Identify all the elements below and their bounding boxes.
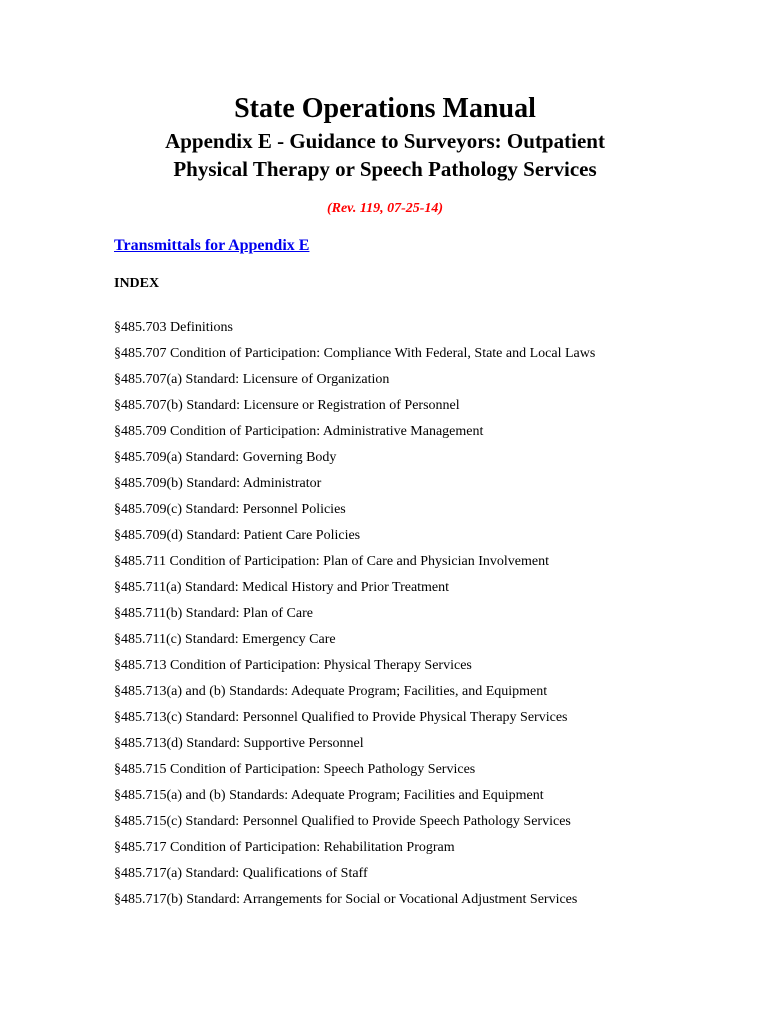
index-item[interactable]: §485.717(a) Standard: Qualifications of Staff (114, 866, 368, 881)
index-item[interactable]: §485.715 Condition of Participation: Speech Pathology Services (114, 762, 476, 777)
index-item[interactable]: §485.709(a) Standard: Governing Body (114, 450, 337, 465)
index-item[interactable]: §485.707(a) Standard: Licensure of Organization (114, 372, 390, 387)
index-list (114, 315, 595, 913)
document-subtitle (0, 127, 770, 183)
transmittals-link[interactable]: Transmittals for Appendix E (114, 237, 310, 254)
index-item[interactable]: §485.709(b) Standard: Administrator (114, 476, 322, 491)
index-item[interactable]: §485.709(d) Standard: Patient Care Policies (114, 528, 361, 543)
index-item[interactable]: §485.709 Condition of Participation: Administrative Management (114, 424, 484, 439)
revision-note: (Rev. 119, 07-25-14) (326, 201, 444, 216)
subtitle-line-1: Appendix E - Guidance to Surveyors: Outpatient (165, 129, 605, 153)
index-item[interactable]: §485.707(b) Standard: Licensure or Registration of Personnel (114, 398, 460, 413)
index-item[interactable]: §485.711(c) Standard: Emergency Care (114, 632, 336, 647)
index-heading: INDEX (114, 276, 160, 291)
index-item[interactable]: §485.715(a) and (b) Standards: Adequate Program; Facilities and Equipment (114, 788, 544, 803)
index-item[interactable]: §485.713(c) Standard: Personnel Qualified to Provide Physical Therapy Services (114, 710, 568, 725)
index-item[interactable]: §485.707 Condition of Participation: Compliance With Federal, State and Local Laws (114, 346, 596, 361)
index-item[interactable]: §485.709(c) Standard: Personnel Policies (114, 502, 346, 517)
index-item[interactable]: §485.713 Condition of Participation: Physical Therapy Services (114, 658, 472, 673)
index-item[interactable]: §485.713(d) Standard: Supportive Personnel (114, 736, 364, 751)
index-item[interactable]: §485.715(c) Standard: Personnel Qualified to Provide Speech Pathology Services (114, 814, 571, 829)
index-item[interactable]: §485.711 Condition of Participation: Plan of Care and Physician Involvement (114, 554, 549, 569)
index-item[interactable]: §485.711(a) Standard: Medical History and Prior Treatment (114, 580, 450, 595)
index-item[interactable]: §485.717 Condition of Participation: Rehabilitation Program (114, 840, 455, 855)
subtitle-line-2: Physical Therapy or Speech Pathology Services (173, 157, 597, 181)
index-item[interactable]: §485.717(b) Standard: Arrangements for Social or Vocational Adjustment Services (114, 892, 578, 907)
index-item[interactable]: §485.703 Definitions (114, 320, 233, 335)
index-item[interactable]: §485.713(a) and (b) Standards: Adequate Program; Facilities, and Equipment (114, 684, 548, 699)
index-item[interactable]: §485.711(b) Standard: Plan of Care (114, 606, 313, 621)
document-title: State Operations Manual (234, 93, 536, 124)
